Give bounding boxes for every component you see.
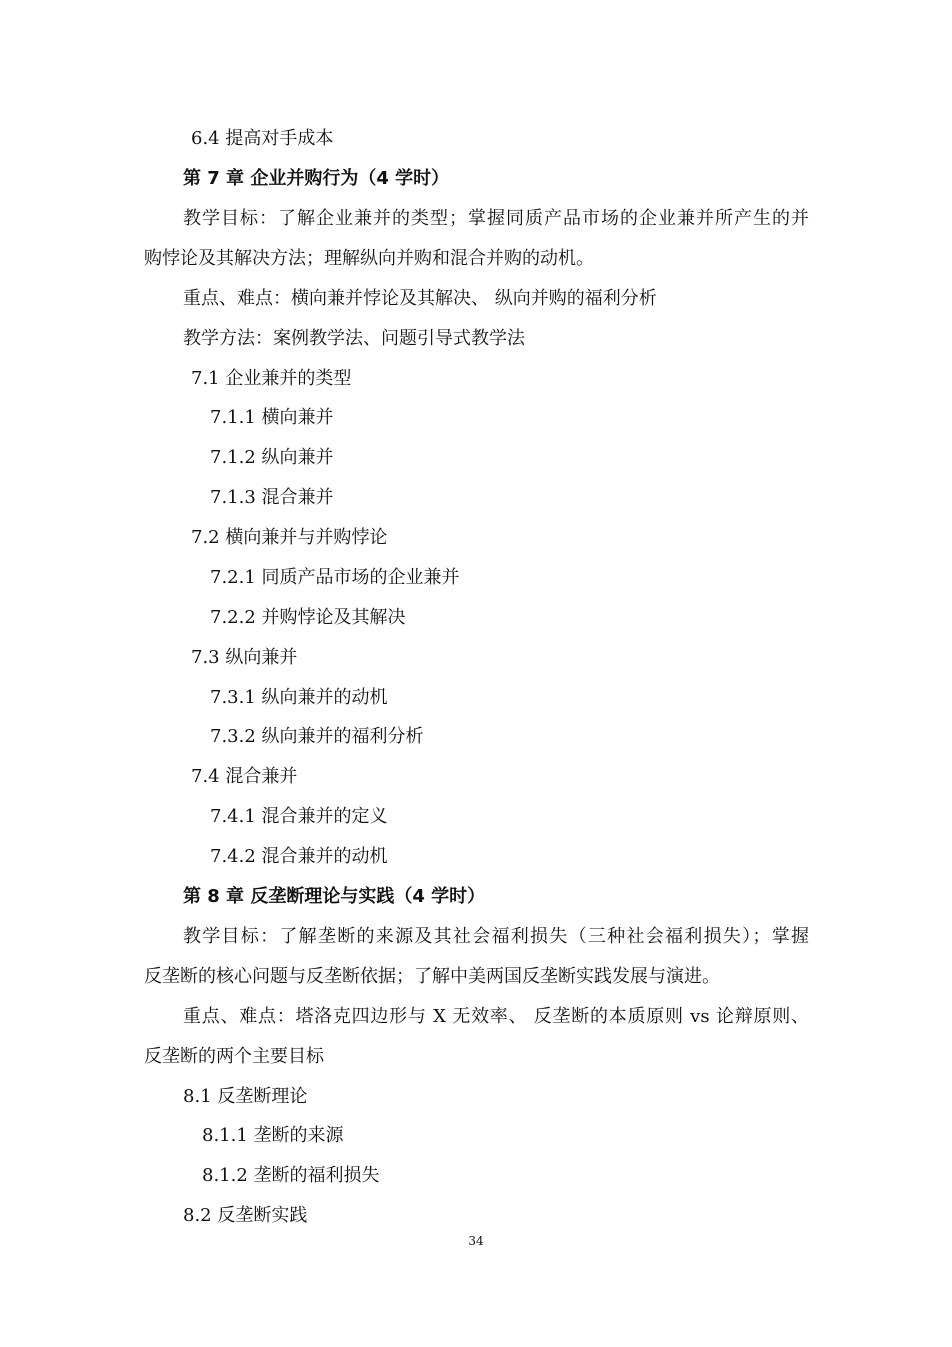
chapter-7-goal-line-2: 购悖论及其解决方法；理解纵向并购和混合并购的动机。 bbox=[144, 248, 594, 269]
chapter-8-goal-line-1: 教学目标：了解垄断的来源及其社会福利损失（三种社会福利损失）；掌握 bbox=[183, 926, 809, 947]
section-7-3: 7.3 纵向兼并 bbox=[191, 647, 298, 668]
section-7-2: 7.2 横向兼并与并购悖论 bbox=[191, 527, 388, 548]
section-7-1-2: 7.1.2 纵向兼并 bbox=[210, 447, 334, 468]
chapter-8-title: 第 8 章 反垄断理论与实践（4 学时） bbox=[183, 886, 486, 907]
section-7-2-1: 7.2.1 同质产品市场的企业兼并 bbox=[210, 567, 460, 588]
section-7-1-1: 7.1.1 横向兼并 bbox=[210, 407, 334, 428]
section-8-1: 8.1 反垄断理论 bbox=[183, 1086, 308, 1107]
section-7-4-2: 7.4.2 混合兼并的动机 bbox=[210, 846, 388, 867]
section-7-1: 7.1 企业兼并的类型 bbox=[191, 368, 352, 389]
section-8-1-1: 8.1.1 垄断的来源 bbox=[202, 1125, 344, 1146]
page-number: 34 bbox=[468, 1234, 484, 1248]
chapter-8-goal-line-2: 反垄断的核心问题与反垄断依据；了解中美两国反垄断实践发展与演进。 bbox=[144, 966, 720, 987]
section-7-3-2: 7.3.2 纵向兼并的福利分析 bbox=[210, 726, 424, 747]
chapter-8-key-line-1: 重点、难点：塔洛克四边形与 X 无效率、 反垄断的本质原则 vs 论辩原则、 bbox=[183, 1006, 809, 1027]
chapter-7-goal-line-1: 教学目标：了解企业兼并的类型；掌握同质产品市场的企业兼并所产生的并 bbox=[183, 208, 809, 229]
section-8-2: 8.2 反垄断实践 bbox=[183, 1205, 308, 1226]
section-7-4: 7.4 混合兼并 bbox=[191, 766, 298, 787]
section-6-4: 6.4 提高对手成本 bbox=[191, 128, 334, 149]
chapter-7-teaching-method: 教学方法：案例教学法、问题引导式教学法 bbox=[183, 328, 525, 349]
section-7-3-1: 7.3.1 纵向兼并的动机 bbox=[210, 687, 388, 708]
section-7-4-1: 7.4.1 混合兼并的定义 bbox=[210, 806, 388, 827]
section-7-2-2: 7.2.2 并购悖论及其解决 bbox=[210, 607, 406, 628]
chapter-7-key-points: 重点、难点：横向兼并悖论及其解决、 纵向并购的福利分析 bbox=[183, 288, 657, 309]
section-8-1-2: 8.1.2 垄断的福利损失 bbox=[202, 1165, 380, 1186]
chapter-8-key-line-2: 反垄断的两个主要目标 bbox=[144, 1046, 324, 1067]
section-7-1-3: 7.1.3 混合兼并 bbox=[210, 487, 334, 508]
chapter-7-title: 第 7 章 企业并购行为（4 学时） bbox=[183, 168, 450, 189]
